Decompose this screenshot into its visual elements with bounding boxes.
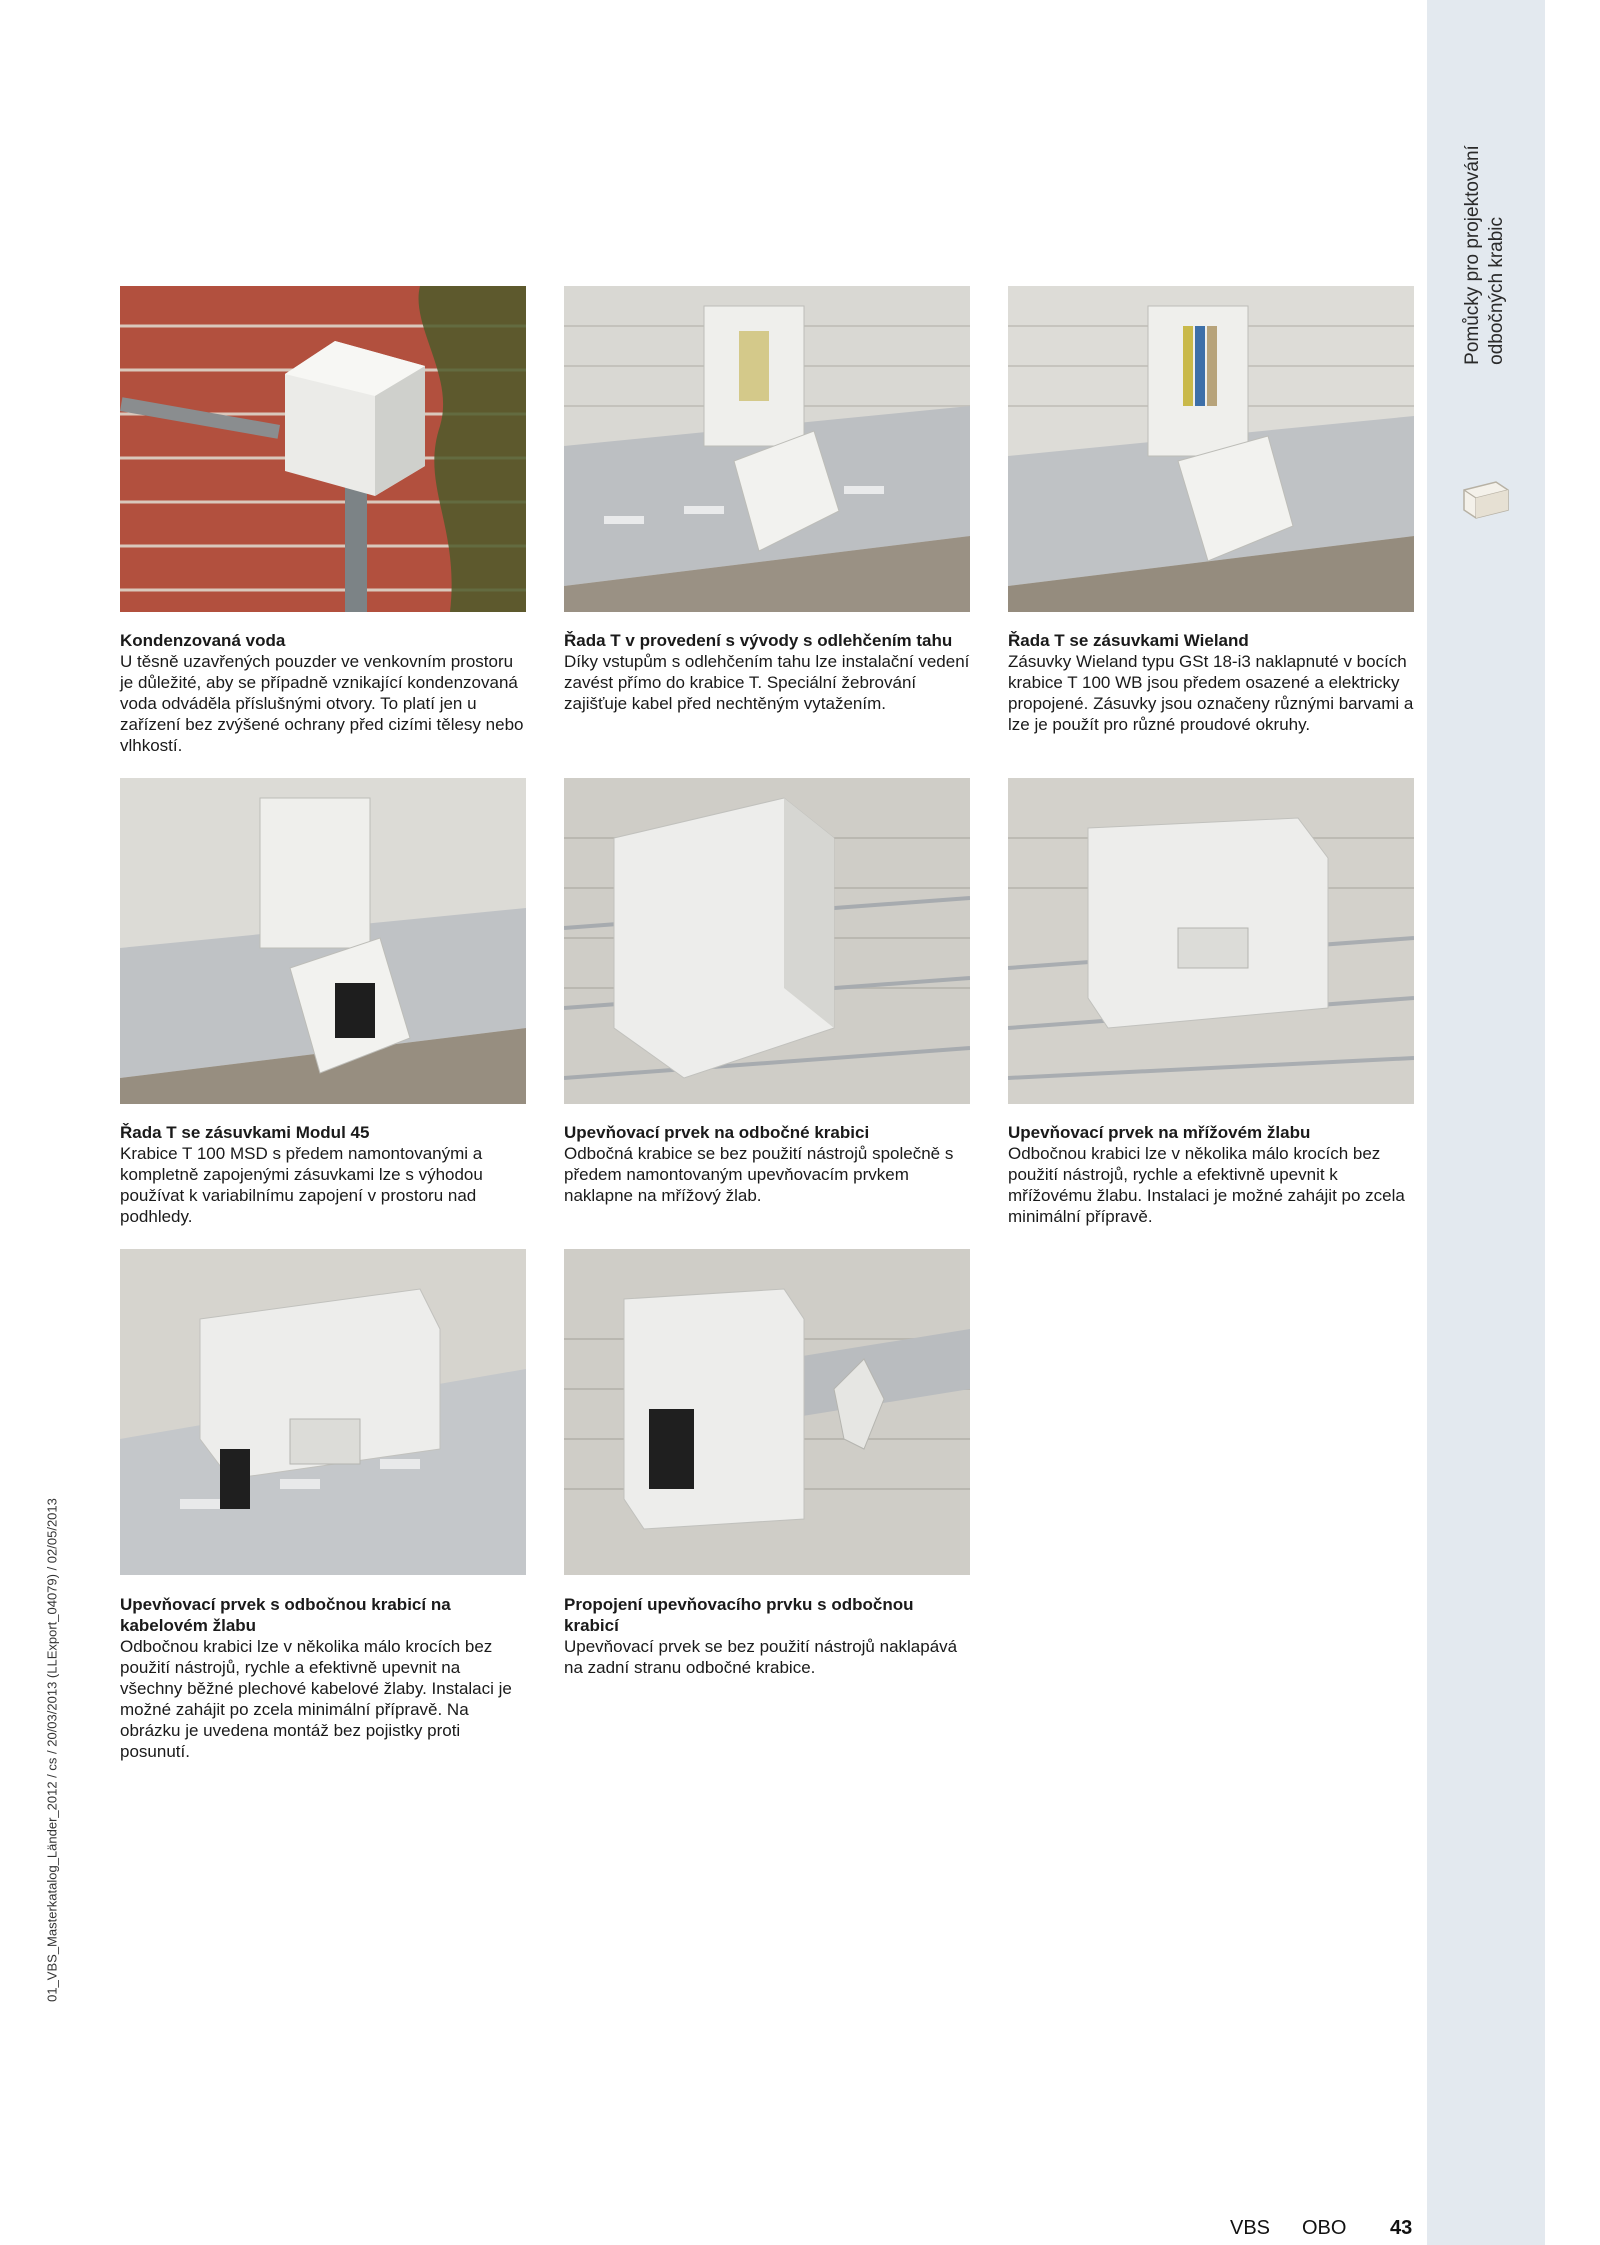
photo-fastener-on-cable-tray (120, 1249, 526, 1575)
caption-body: Odbočná krabice se bez použití nástrojů společně s předem namontovaným upevňovacím prvkem naklapne na mřížový žlab. (564, 1144, 954, 1205)
caption-title: Upevňovací prvek na odbočné krabici (564, 1123, 870, 1142)
caption-body: Zásuvky Wieland typu GSt 18-i3 naklapnuté v bocích krabice T 100 WB jsou předem osazené a elektricky propojené. Zásuvky jsou označeny různými barvami a lze je použít pro různé proudové okruhy. (1008, 652, 1414, 734)
caption-body: Upevňovací prvek se bez použití nástrojů naklapává na zadní stranu odbočné krabice. (564, 1637, 958, 1677)
caption-body: Krabice T 100 MSD s předem namontovanými a kompletně zapojenými zásuvkami lze s výhodou používat k variabilnímu zapojení v prostoru nad podhledy. (120, 1144, 483, 1226)
caption-title: Upevňovací prvek na mřížovém žlabu (1008, 1123, 1311, 1142)
print-metadata: 01_VBS_Masterkatalog_Länder_2012 / cs / 20/03/2013 (LLExport_04079) / 02/05/2013 (44, 1498, 60, 2002)
caption-body: Odbočnou krabici lze v několika málo krocích bez použití nástrojů, rychle a efektivně upevnit na všechny běžné plechové kabelové žlaby. Instalaci je možné zahájit po zcela minimální přípravě. Na obrázku je uvedena montáž bez pojistky proti posunutí. (120, 1637, 512, 1761)
page-number: 43 (1390, 2217, 1413, 2239)
photo-fastener-on-box (564, 778, 970, 1104)
photo-condensation-box (120, 286, 526, 612)
photo-t-series-wieland (1008, 286, 1414, 612)
photo-fastener-on-mesh-tray (1008, 778, 1414, 1104)
caption-title: Řada T se zásuvkami Modul 45 (120, 1123, 370, 1142)
footer-brand-vbs: VBS (1230, 2217, 1271, 2239)
caption-item-1 (120, 630, 526, 756)
caption-title: Propojení upevňovacího prvku s odbočnou krabicí (564, 1595, 914, 1635)
caption-item-3 (1008, 630, 1414, 735)
caption-item-7 (120, 1594, 526, 1762)
caption-body: U těsně uzavřených pouzder ve venkovním prostoru je důležité, aby se případně vznikající kondenzovaná voda odváděla příslušnými otvory. To platí jen u zařízení bez zvýšené ochrany před cizími tělesy nebo vlhkostí. (120, 652, 524, 755)
caption-title: Upevňovací prvek s odbočnou krabicí na kabelovém žlabu (120, 1595, 451, 1635)
photo-t-series-modul45 (120, 778, 526, 1104)
caption-item-4 (120, 1122, 526, 1227)
caption-title: Řada T v provedení s vývody s odlehčením tahu (564, 631, 953, 650)
caption-item-5 (564, 1122, 970, 1206)
caption-item-2 (564, 630, 970, 714)
junction-box-icon (1456, 476, 1512, 520)
photo-fastener-connection (564, 1249, 970, 1575)
caption-title: Řada T se zásuvkami Wieland (1008, 631, 1249, 650)
caption-title: Kondenzovaná voda (120, 631, 286, 650)
caption-item-6 (1008, 1122, 1414, 1227)
caption-body: Díky vstupům s odlehčením tahu lze instalační vedení zavést přímo do krabice T. Speciální žebrování zajišťuje kabel před nechtěným vytažením. (564, 652, 970, 713)
caption-body: Odbočnou krabici lze v několika málo krocích bez použití nástrojů, rychle a efektivně upevnit k mřížovému žlabu. Instalaci je možné zahájit po zcela minimální přípravě. (1008, 1144, 1405, 1226)
sidebar-title: Pomůcky pro projektování odbočných krabic (1462, 145, 1507, 365)
footer-brand-obo: OBO (1302, 2217, 1347, 2239)
caption-item-8 (564, 1594, 970, 1678)
photo-t-series-strain-relief (564, 286, 970, 612)
